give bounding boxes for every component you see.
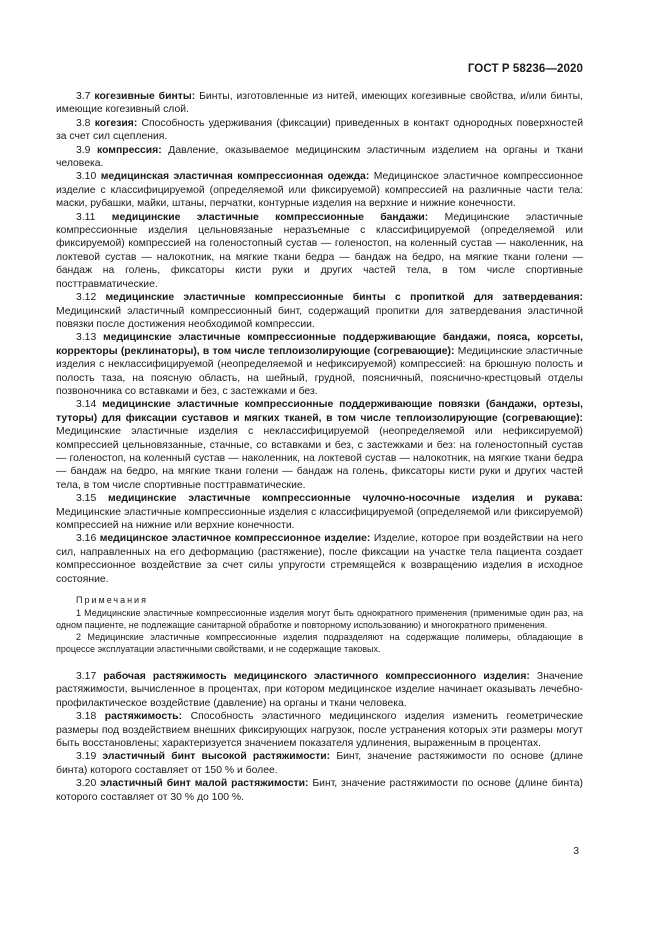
term-number: 3.20	[76, 778, 97, 790]
term-text: Медицинские эластичные изделия с неклассифицируемой (неопределяемой и нефиксируемой) компрессией: на брюшную полость и полость таза, на поясную область, на шейный, грудной, поясничный, пояснично-крестцовый отделы позвоночника со вставками и без, с застежками и без.	[56, 345, 584, 397]
term-text: Бинт, значение растяжимости по основе (длине бинта) которого составляет от 150 % и более.	[56, 751, 584, 776]
term-definition	[56, 291, 583, 331]
term-number: 3.7	[76, 91, 91, 102]
term-definition	[56, 670, 583, 710]
term-number: 3.15	[76, 493, 97, 505]
term-number: 3.19	[76, 751, 97, 763]
notes-title: Примечания	[76, 595, 148, 606]
term-number: 3.9	[76, 144, 91, 156]
term-number: 3.17	[76, 671, 97, 683]
term-title: медицинские эластичные компрессионные поддерживающие бандажи, пояса, корсеты, корректоры (реклинаторы), в том числе теплоизолирующие (согревающие):	[56, 332, 583, 357]
term-definition	[56, 750, 583, 777]
term-number: 3.8	[76, 117, 91, 129]
term-title: эластичный бинт высокой растяжимости:	[102, 751, 331, 763]
term-text: Бинт, значение растяжимости по основе (длине бинта) которого составляет от 30 % до 100 %.	[56, 778, 584, 803]
term-title: медицинские эластичные компрессионные чулочно-носочные изделия и рукава:	[107, 493, 583, 505]
term-title: медицинская эластичная компрессионная одежда:	[100, 171, 370, 183]
term-definition	[56, 710, 583, 750]
note-item: 2 Медицинские эластичные компрессионные изделия подразделяют на содержащие полимеры, обладающие в процессе эксплуатации эластичными свойствами, и не содержащие таковых.	[56, 632, 583, 655]
term-text: Бинты, изготовленные из нитей, имеющих когезивные свойства, и/или бинты, имеющие когезивный слой.	[56, 91, 583, 116]
term-number: 3.18	[76, 711, 97, 723]
terms-section-b	[56, 670, 583, 804]
note-item: 1 Медицинские эластичные компрессионные изделия могут быть однократного применения (применимые один раз, на одном пациенте, не подлежащие санитарной обработке и повторному использованию) и многократного применения.	[56, 608, 583, 631]
term-text: Медицинские эластичные изделия с неклассифицируемой (неопределяемой или нефиксируемой) компрессией цельновязанные, стачные, со вставками и без, с застежками и без: на голеностопный сустав — голеностоп, на коленный сустав — наколенник, на локтевой сустав — налокотник, на мягкие ткани бедра — бандаж на бедро, на мягкие ткани голени — бандаж на голень, фиксаторы кисти руки и других частей тела, в том числе спортивные посттравматические.	[56, 426, 583, 491]
term-title: медицинские эластичные компрессионные бандажи:	[111, 211, 429, 223]
term-text: Способность эластичного медицинского изделия изменить геометрические размеры под воздействием внешних фиксирующих нагрузок, после устранения которых эти размеры могут быть восстановлены; характеризуется значением показателя удлинения, выраженным в процентах.	[56, 711, 584, 750]
term-text: Медицинские эластичные компрессионные изделия цельновязаные неразъемные с классифицируемой (определяемой или фиксируемой) компрессией на голеностопный сустав — голеностоп, на коленный сустав — наколенник, на локтевой сустав — налокотник, на мягкие ткани бедра — бандаж на бедро, на мягкие ткани голени — бандаж на голень, фиксаторы кисти руки и других частей тела, в том числе спортивные посттравматические.	[56, 211, 583, 290]
page-number: 3	[573, 846, 579, 857]
term-number: 3.11	[76, 211, 96, 223]
term-definition	[56, 170, 583, 210]
terms-section-a	[56, 90, 583, 586]
document-body	[56, 90, 583, 804]
term-definition	[56, 117, 583, 144]
term-title: медицинское эластичное компрессионное изделие:	[99, 533, 371, 545]
standard-header: ГОСТ Р 58236—2020	[467, 63, 583, 75]
term-title: рабочая растяжимость медицинского эластичного компрессионного изделия:	[103, 671, 530, 683]
term-definition	[56, 331, 583, 398]
term-title: медицинские эластичные компрессионные поддерживающие повязки (бандажи, ортезы, туторы) для фиксации суставов и мягких тканей, в том числе теплоизолирующие (согревающие):	[56, 399, 583, 424]
term-number: 3.16	[76, 533, 97, 545]
term-text: Давление, оказываемое медицинским эластичным изделием на органы и ткани человека.	[56, 144, 584, 170]
term-number: 3.14	[76, 399, 97, 411]
notes-block	[56, 594, 583, 655]
term-title: компрессия:	[97, 144, 162, 156]
term-title: растяжимость:	[104, 711, 183, 723]
term-title: когезивные бинты:	[94, 91, 196, 102]
term-definition	[56, 144, 583, 171]
term-definition	[56, 492, 583, 532]
term-text: Способность удерживания (фиксации) приведенных в контакт однородных поверхностей за счет сил сцепления.	[56, 117, 583, 143]
term-text: Медицинские эластичные компрессионные изделия с классифицируемой (определяемой или фиксируемой) компрессией на нижние или верхние конечности.	[56, 506, 583, 531]
term-text: Значение растяжимости, вычисленное в процентах, при котором медицинское изделие начинает оказывать лечебно-профилактическое воздействие (давление) на органы и ткани человека.	[56, 671, 583, 709]
section-gap	[56, 655, 583, 670]
term-text: Изделие, которое при воздействии на него сил, направленных на его деформацию (растяжение), после фиксации на участке тела пациента создает компрессионное воздействие за счет силы упругости стремящейся к возвращению изделия в исходное состояние.	[56, 533, 583, 585]
term-number: 3.13	[76, 332, 97, 344]
term-definition	[56, 777, 583, 804]
term-definition	[56, 211, 583, 291]
term-title: медицинские эластичные компрессионные бинты с пропиткой для затвердевания:	[105, 292, 583, 304]
term-title: когезия:	[94, 117, 138, 129]
term-definition	[56, 532, 583, 586]
term-text: Медицинский эластичный компрессионный бинт, содержащий пропитки для затвердевания эластичной повязки после достижения необходимой компрессии.	[56, 305, 583, 330]
term-definition	[56, 398, 583, 492]
term-definition	[56, 90, 583, 117]
term-title: эластичный бинт малой растяжимости:	[100, 778, 309, 790]
term-number: 3.12	[76, 292, 97, 304]
term-text: Медицинское эластичное компрессионное изделие с классифицируемой (определяемой или фиксируемой) компрессией на различные части тела: маски, рубашки, майки, штаны, перчатки, контурные изделия на верхние и нижние конечности.	[56, 171, 583, 210]
term-number: 3.10	[76, 171, 97, 183]
